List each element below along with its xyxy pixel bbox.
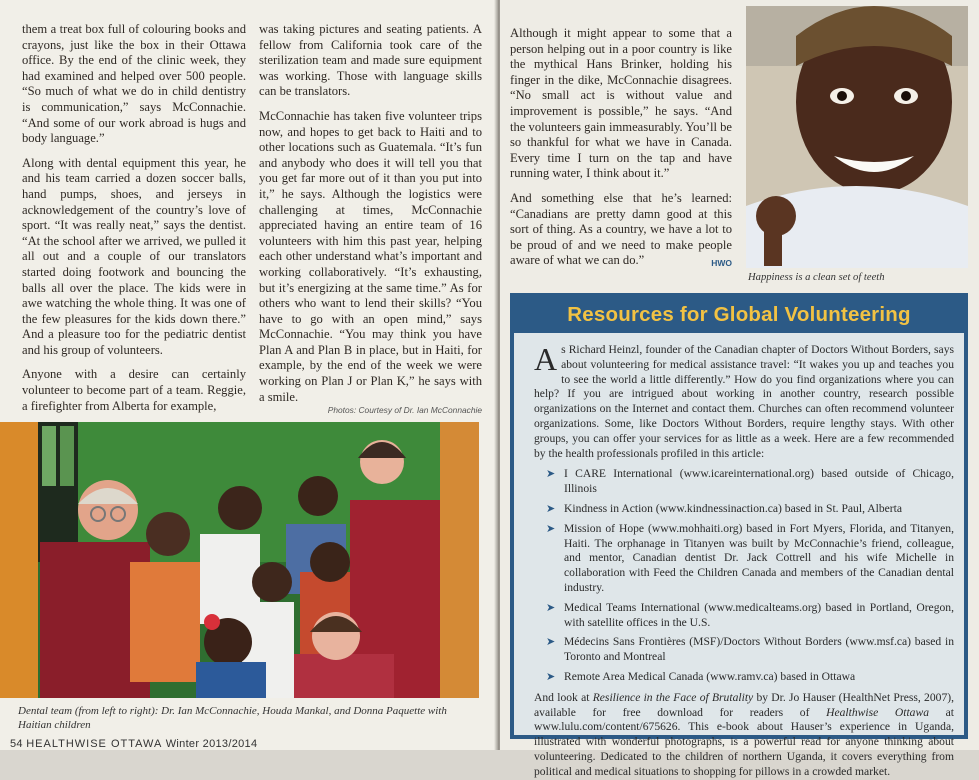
resources-intro-text: s Richard Heinzl, founder of the Canadian chapter of Doctors Without Borders, says about volunteering for medical assistance travel: “It wakes you up and teaches you to see the world a little differently.” How do you find organizations where you can help? If you are intrigued about working in another country, research possible organizations on the Internet and contact them. Churches can often recommend volunteer organizations. Some, like Doctors Without Borders, require lengthy stays. With other groups, you can offer your services for as little as a week. Here are a few recommended by the health professionals profiled in this article: bbox=[534, 343, 954, 460]
article-paragraph: Anyone with a desire can certainly volunteer to become part of a team. Reggie, a firefighter from Alberta for example, bbox=[22, 367, 246, 413]
closing-text: at www.lulu.com/content/675626. This e-book about Hauser’s experience in Uganda, illustrated with wonderful photographs, is a powerful read for anyone thinking about volunteering. Dedicated to the children of northern Uganda, it covers everything from political and medical situations to shopping for pillows in a crowded market. bbox=[534, 705, 955, 778]
list-item bbox=[534, 502, 954, 517]
arrow-bullet-icon: ➤ bbox=[546, 522, 556, 535]
article-column-3 bbox=[510, 26, 732, 278]
list-item bbox=[534, 467, 954, 497]
arrow-bullet-icon: ➤ bbox=[546, 468, 556, 481]
list-item bbox=[534, 601, 954, 631]
child-photo-caption: Happiness is a clean set of teeth bbox=[748, 272, 885, 283]
magazine-name: HEALTHWISE OTTAWA bbox=[26, 738, 163, 750]
right-page bbox=[500, 0, 979, 778]
article-column-1 bbox=[22, 22, 246, 423]
arrow-bullet-icon: ➤ bbox=[546, 502, 556, 515]
drop-cap: A bbox=[534, 341, 558, 377]
article-paragraph: McConnachie has taken five volunteer trips now, and hopes to get back to Haiti and to other locations such as Guatemala. “It’s fun and anybody who does it will tell you that you get far more out of it than you put into it,” he says. Although the logistics were challenging at times, McConnachie appreciated having an entire team of 16 volunteers with him this past year, helping each other understand what’s important and working collaboratively. “It’s exhausting, but it’s energizing at the same time.” As for others who want to lend their skills? “You have to go with an open mind,” says McConnachie. “You may think you have Plan A and Plan B in place, but in Haiti, for example, by the end of the week we were working on Plan J or Plan K,” he says with a smile. bbox=[259, 108, 482, 404]
list-item-text: Medical Teams International (www.medicalteams.org) based in Portland, Oregon, with satellite offices in the U.S. bbox=[564, 600, 954, 629]
list-item-text: Mission of Hope (www.mohhaiti.org) based in Fort Myers, Florida, and Titanyen, Haiti. The orphanage in Titanyen was built by McConnachie’s friend, colleague, and mentor, Canadian dentist Dr. Jack Cottrell and his wife Michelle in collaboration with Feed the Children Canada and members of the Canadian dental industry. bbox=[564, 521, 954, 594]
photo-credit: Photos: Courtesy of Dr. Ian McConnachie bbox=[327, 405, 482, 415]
list-item-text: I CARE International (www.icareinternational.org) based outside of Chicago, Illinois bbox=[564, 467, 954, 496]
article-paragraph: Along with dental equipment this year, he and his team carried a dozen soccer balls, hand pumps, shoes, and jerseys in acknowledgement of the country’s love of sport. “It was really neat,” says the dentist. “At the school after we arrived, we pulled it all out and a couple of our translators started doing footwork and bouncing the balls all over the place. The kids were in awe watching the whole thing. It was one of the few pleasures for the kids down there.” And a pleasure too for the pediatric dentist and his group of volunteers. bbox=[22, 155, 246, 357]
arrow-bullet-icon: ➤ bbox=[546, 601, 556, 614]
list-item bbox=[534, 670, 954, 685]
dental-team-illustration bbox=[0, 422, 479, 698]
end-mark: HWO bbox=[711, 258, 732, 269]
arrow-bullet-icon: ➤ bbox=[546, 670, 556, 683]
closing-text: by Dr. Jo Hauser (HealthNet Press, 2007), available for free download for readers of bbox=[534, 690, 954, 719]
article-paragraph: them a treat box full of colouring books and crayons, just like the box in their Ottawa office. By the end of the clinic week, they had examined and helped over 500 people. “So much of what we do in child dentistry is communication,” says McConnachie. “And some of our work abroad is hugs and body language.” bbox=[22, 22, 246, 146]
article-paragraph: Although it might appear to some that a person helping out in a poor country is like the mythical Hans Brinker, holding his finger in the dike, McConnachie disagrees. “No small act is without value and improvement is possible,” he says. “And the volunteers gain immeasurably. You’ll be so thankful for what we have in Canada. Every time I turn on the tap and have running water, I think about it.” bbox=[510, 26, 732, 181]
smiling-child-illustration bbox=[746, 6, 968, 268]
issue-date: Winter 2013/2014 bbox=[165, 738, 258, 750]
article-column-2 bbox=[259, 22, 482, 414]
resources-closing bbox=[534, 691, 954, 780]
arrow-bullet-icon: ➤ bbox=[546, 636, 556, 649]
resources-intro bbox=[534, 343, 954, 461]
resources-list bbox=[534, 467, 954, 684]
resources-sidebar-box bbox=[510, 293, 968, 778]
article-paragraph: was taking pictures and seating patients. A fellow from California took care of the sterilization team and made sure equipment was working. Those with language skills can be translators. bbox=[259, 22, 482, 99]
magazine-title: Healthwise Ottawa bbox=[826, 705, 930, 719]
book-title: Resilience in the Face of Brutality bbox=[592, 690, 754, 704]
list-item-text: Médecins Sans Frontières (MSF)/Doctors Without Borders (www.msf.ca) based in Toronto and Montreal bbox=[564, 635, 954, 664]
smiling-child-photo bbox=[746, 6, 968, 268]
left-page bbox=[0, 0, 497, 750]
list-item bbox=[534, 522, 954, 596]
article-paragraph bbox=[510, 191, 732, 269]
resources-title: Resources for Global Volunteering bbox=[514, 297, 964, 333]
list-item-text: Remote Area Medical Canada (www.ramv.ca) based in Ottawa bbox=[564, 669, 856, 683]
closing-text: And look at bbox=[534, 690, 593, 704]
list-item bbox=[534, 635, 954, 665]
list-item-text: Kindness in Action (www.kindnessinaction.ca) based in St. Paul, Alberta bbox=[564, 501, 902, 515]
dental-team-photo bbox=[0, 422, 479, 698]
page-number: 54 bbox=[10, 738, 23, 750]
article-closing-text: And something else that he’s learned: “Canadians are pretty damn good at this sort of thing. As a country, we have a lot to be proud of and we need to make people aware of what we can do.” bbox=[510, 190, 732, 268]
page-footer bbox=[10, 738, 257, 750]
team-photo-caption: Dental team (from left to right): Dr. Ian McConnachie, Houda Mankal, and Donna Paquette with Haitian children bbox=[18, 705, 447, 731]
resources-body bbox=[534, 343, 954, 780]
